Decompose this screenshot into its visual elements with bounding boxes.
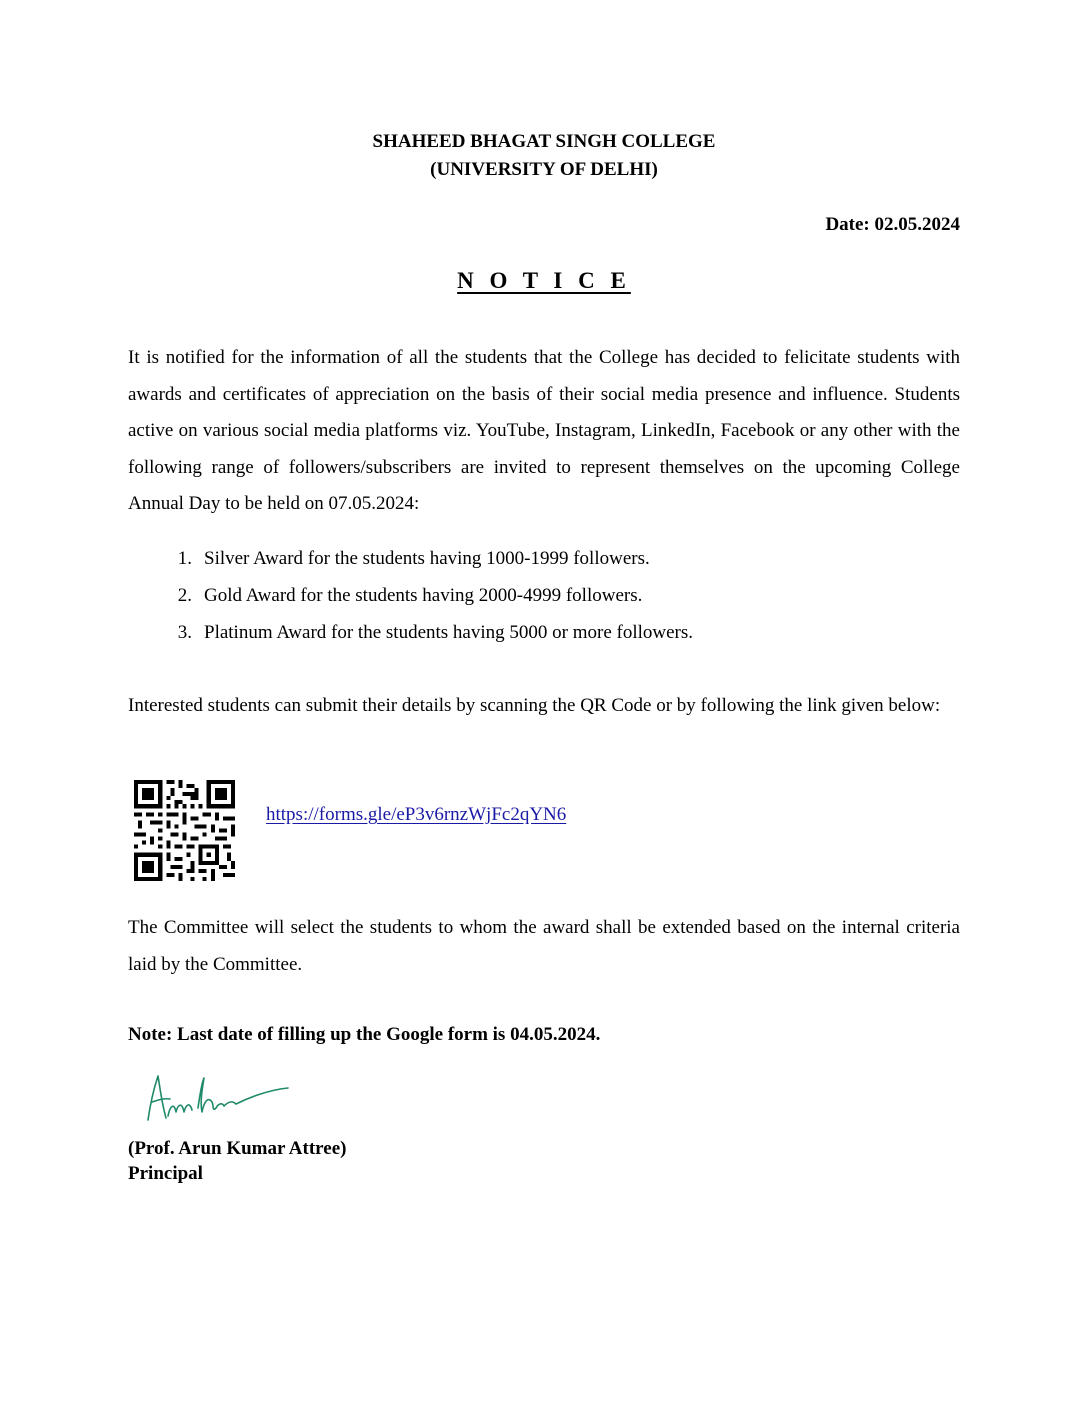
list-number: 1.: [177, 548, 192, 569]
awards-list: [128, 540, 960, 651]
college-name: SHAHEED BHAGAT SINGH COLLEGE: [372, 131, 716, 152]
committee-paragraph: The Committee will select the students to whom the award shall be extended based on the internal criteria laid by the Committee.: [128, 917, 960, 975]
university-name: (UNIVERSITY OF DELHI): [430, 159, 658, 180]
notice-date: Date: 02.05.2024: [825, 214, 960, 235]
list-number: 3.: [177, 622, 192, 643]
signature-icon: [138, 1068, 308, 1132]
list-number: 2.: [177, 585, 192, 606]
signatory: [128, 1136, 346, 1186]
list-item: [128, 540, 960, 577]
list-text: Silver Award for the students having 1000-1999 followers.: [204, 548, 650, 569]
google-form-link[interactable]: https://forms.gle/eP3v6rnzWjFc2qYN6: [266, 804, 567, 825]
list-text: Platinum Award for the students having 5000 or more followers.: [204, 622, 694, 643]
list-text: Gold Award for the students having 2000-4999 followers.: [204, 585, 643, 606]
deadline-note: Note: Last date of filling up the Google form is 04.05.2024.: [128, 1024, 601, 1045]
notice-title: N O T I C E: [457, 268, 631, 293]
submit-paragraph: Interested students can submit their details by scanning the QR Code or by following the link given below:: [128, 695, 941, 716]
signer-designation: Principal: [128, 1163, 203, 1184]
signer-name: (Prof. Arun Kumar Attree): [128, 1138, 347, 1159]
qr-code-icon[interactable]: [134, 780, 235, 881]
intro-paragraph: It is notified for the information of all the students that the College has decided to felicitate students with awards and certificates of appreciation on the basis of their social media presence and influence. Students active on various social media platforms viz. YouTube, Instagram, LinkedIn, Facebook or any other with the following range of followers/subscribers are invited to represent themselves on the upcoming College Annual Day to be held on 07.05.2024:: [128, 347, 960, 514]
list-item: [128, 614, 960, 651]
list-item: [128, 577, 960, 614]
